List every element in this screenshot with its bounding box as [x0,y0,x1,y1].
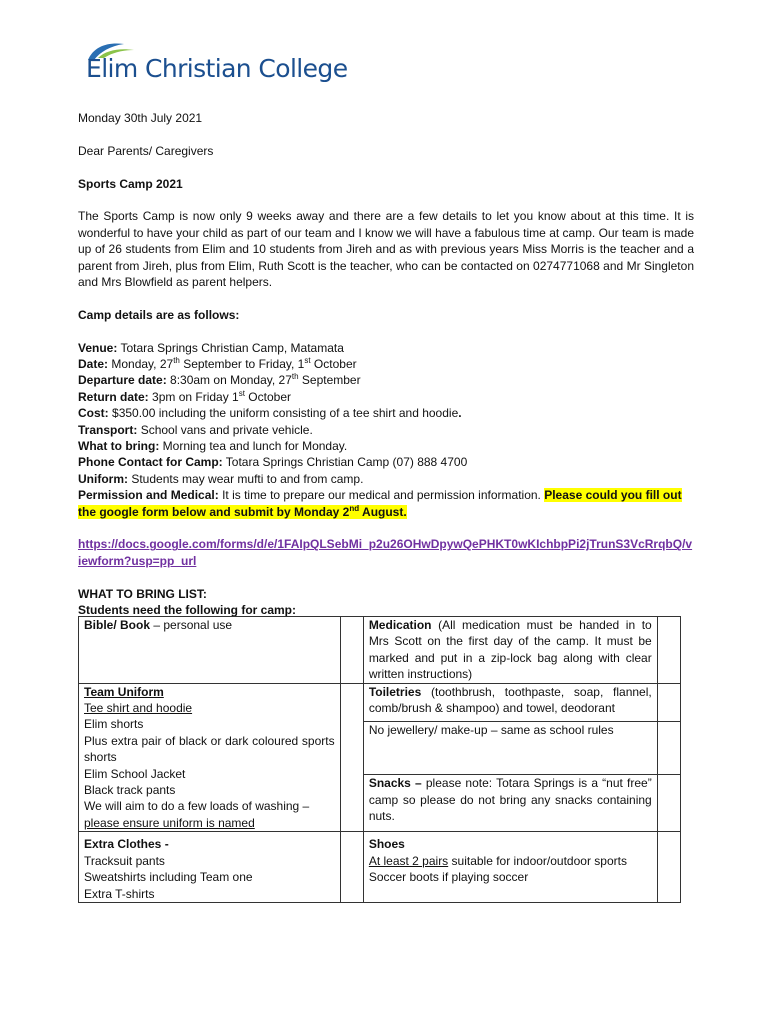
check-cell [657,617,680,684]
intro-paragraph: The Sports Camp is now only 9 weeks away and there are a few details to let you know about at this time. It is wonderful to have your child as part of our team and I know we will have a fabulous time at camp. Our team is made up of 26 students from Elim and 10 students from Jireh and as with previous years Miss Morris is the teacher and a parent from Jireh, plus from Elim, Ruth Scott is the teacher, who can be contacted on 0274771068 and Mr Singleton and Mrs Blowfield as parent helpers. [78,209,694,290]
detail-uniform: Uniform: Students may wear mufti to and from camp. [78,471,364,486]
uniform-cell: Team Uniform Tee shirt and hoodie Elim shorts Plus extra pair of black or dark coloured sports shorts Elim School Jacket Black track pants We will aim to do a few loads of washing – please ensure uniform is named [79,683,341,832]
letter-body [78,110,694,618]
toiletries-cell: Toiletries (toothbrush, toothpaste, soap, flannel, comb/brush & shampoo) and towel, deodorant [363,683,657,721]
detail-permission: Permission and Medical: It is time to prepare our medical and permission information. Please could you fill out the google form below and submit by Monday 2nd August. [78,488,682,519]
table-row [79,832,681,903]
detail-cost: Cost: $350.00 including the uniform consisting of a tee shirt and hoodie. [78,406,462,421]
snacks-cell: Snacks – please note: Totara Springs is a “nut free” camp so please do not bring any snacks containing nuts. [363,775,657,832]
table-row [79,617,681,684]
detail-departure: Departure date: 8:30am on Monday, 27th September [78,372,361,388]
check-cell [657,683,680,721]
shoes-cell: Shoes At least 2 pairs suitable for indoor/outdoor sports Soccer boots if playing soccer [363,832,657,903]
letter-heading: Sports Camp 2021 [78,176,183,191]
detail-return: Return date: 3pm on Friday 1st October [78,388,291,404]
list-heading: WHAT TO BRING LIST: [78,586,207,601]
check-cell [657,722,680,775]
check-cell [340,832,363,903]
details-heading: Camp details are as follows: [78,307,240,322]
check-cell [340,683,363,832]
google-form-link[interactable]: https://docs.google.com/forms/d/e/1FAIpQLSebMi_p2u26OHwDpywQePHKT0wKIchbpPi2jTrunS3VcRrqbQ/viewform?usp=pp_url [78,537,693,568]
detail-bring: What to bring: Morning tea and lunch for Monday. [78,439,348,454]
check-cell [657,832,680,903]
detail-venue: Venue: Totara Springs Christian Camp, Matamata [78,340,344,355]
bring-list-table [78,616,681,903]
check-cell [340,617,363,684]
table-row [79,683,681,721]
logo-text: Elim Christian College [86,54,348,83]
check-cell [657,775,680,832]
list-subheading: Students need the following for camp: [78,603,297,618]
bible-cell: Bible/ Book – personal use [79,617,341,684]
detail-date: Date: Monday, 27th September to Friday, 1st October [78,356,357,372]
letter-date: Monday 30th July 2021 [78,111,203,125]
detail-transport: Transport: School vans and private vehicle. [78,422,313,437]
detail-phone: Phone Contact for Camp: Totara Springs Christian Camp (07) 888 4700 [78,455,468,470]
jewellery-cell: No jewellery/ make-up – same as school rules [363,722,657,775]
salutation: Dear Parents/ Caregivers [78,143,214,158]
college-logo [80,40,348,88]
extra-clothes-cell: Extra Clothes - Tracksuit pants Sweatshirts including Team one Extra T-shirts [79,832,341,903]
medication-cell: Medication (All medication must be handed in to Mrs Scott on the first day of the camp. It must be marked and put in a zip-lock bag along with clear written instructions) [363,617,657,684]
